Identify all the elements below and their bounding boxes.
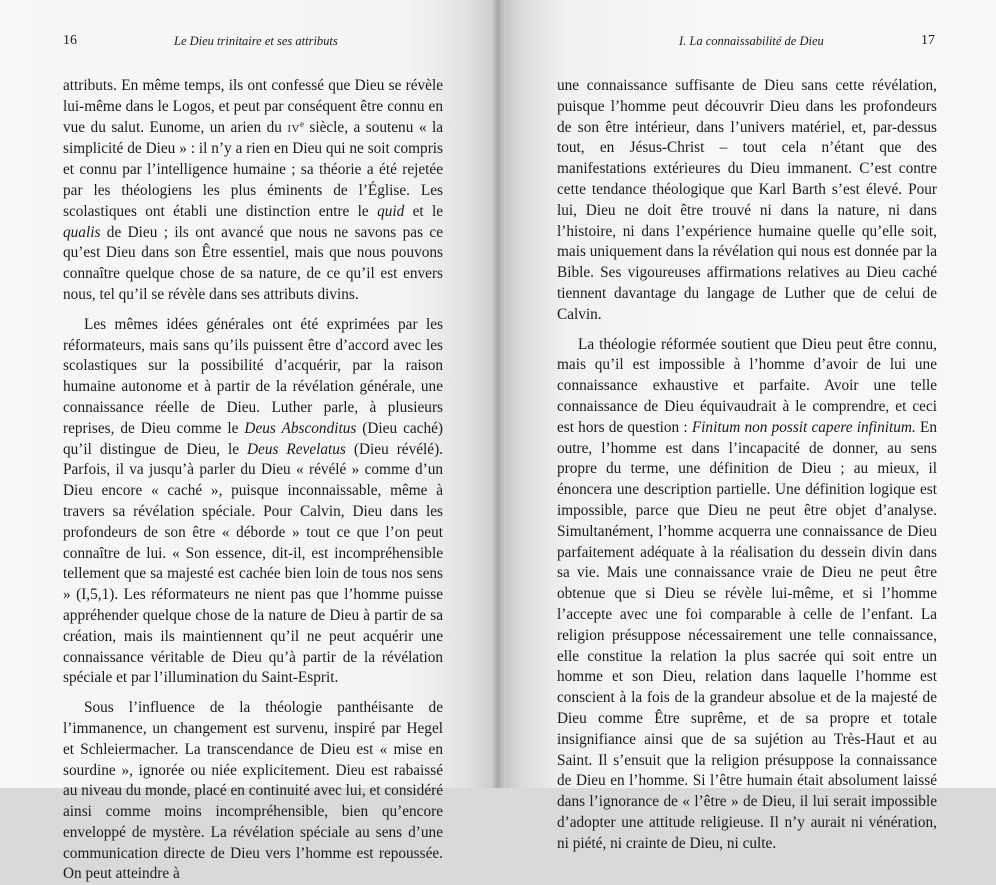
paragraph: La théologie réformée soutient que Dieu peut être connu, mais qu’il est impossible à l’homme d’avoir de lui une connaissance exhaustive et parfaite. Avoir une telle connaissance de Dieu équivaudrait à le comprendre, et ceci est hors de question : Finitum non possit capere infinitum. En outre, l’homme est dans l’incapacité de donner, au sens propre du terme, une définition de Dieu ; au mieux, il énoncera une description partielle. Une définition logique est impossible, parce que Dieu ne peut être objet d’analyse. Simultanément, l’homme acquerra une connaissance de Dieu parfaitement adéquate à la réalisation du dessein divin dans sa vie. Mais une connaissance vraie de Dieu ne peut être obtenue que si Dieu se révèle lui-même, et si l’homme l’accepte avec une foi comparable à celle de l’enfant. La religion présuppose nécessairement une telle connaissance, elle constitue la relation la plus sacrée qui soit entre un homme et son Dieu, relation dans laquelle l’homme est conscient à la fois de la grandeur absolue et de la majesté de Dieu comme Être suprême, et de sa propre et totale insignifiance ainsi que de sa sujétion au Très-Haut et au Saint. Il s’ensuit que la religion présuppose la connaissance de Dieu en l’homme. Si l’être humain était absolument laissé dans l’ignorance de « l’être » de Dieu, il lui serait impossible d’adopter une attitude religieuse. Il n’y aurait ni vénération, ni piété, ni crainte de Dieu, ni culte. xyxy=(557,335,937,852)
paragraph: attributs. En même temps, ils ont confessé que Dieu se révèle lui-même dans le Logos, et peut par conséquent être connu en vue du salut. Eunome, un arien du IVe siècle, a soutenu « la simplicité de Dieu » : il n’y a rien en Dieu qui ne soit compris et connu par l’intelligence humaine ; sa théorie a été rejetée par les théologiens les plus éminents de l’Église. Les scolastiques ont établi une distinction entre le quid et le qualis de Dieu ; ils ont avancé que nous ne savons pas ce qu’est Dieu dans son Être essentiel, mais que nous pouvons connaître quelque chose de sa nature, de ce qu’il est envers nous, tel qu’il se révèle dans ses attributs divins. xyxy=(63,77,444,303)
page-number-right: 17 xyxy=(921,33,935,48)
running-head-right: I. La connaissabilité de Dieu xyxy=(679,34,824,48)
right-page-body xyxy=(557,76,937,854)
left-page-body xyxy=(63,76,443,885)
right-page xyxy=(497,0,996,852)
book-gutter xyxy=(490,0,506,788)
paragraph: Les mêmes idées générales ont été exprimées par les réformateurs, mais sans qu’ils puissent être d’accord avec les scolastiques sur la possibilité d’acquérir, par la raison humaine autonome et à partir de la révélation générale, une connaissance réelle de Dieu. Luther parle, à plusieurs reprises, de Dieu comme le Deus Absconditus (Dieu caché) qu’il distingue de Dieu, le Deus Revelatus (Dieu révélé). Parfois, il va jusqu’à parler du Dieu « révélé » comme d’un Dieu encore « caché », puisque inconnaissable, même à travers sa révélation spéciale. Pour Calvin, Dieu dans les profondeurs de son être « déborde » tout ce que l’on peut connaître de lui. « Son essence, dit-il, est incompréhensible tellement que sa majesté est cachée bien loin de tous nos sens » (I,5,1). Les réformateurs ne nient pas que l’homme puisse appréhender quelque chose de la nature de Dieu à partir de sa création, mais ils maintiennent qu’il ne peut acquérir une connaissance véritable de Dieu qu’à partir de la révélation spéciale et par l’illumination du Saint-Esprit. xyxy=(63,315,443,687)
paragraph: Sous l’influence de la théologie panthéisante de l’immanence, un changement est survenu, inspiré par Hegel et Schleiermacher. La transcendance de Dieu est « mise en sourdine », ignorée ou niée explicitement. Dieu est rabaissé au niveau du monde, placé en continuité avec lui, et considéré ainsi comme moins incompréhensible, bien qu’encore enveloppé de mystère. La révélation spéciale au sens d’une communication directe de Dieu vers l’homme est repoussée. On peut atteindre à xyxy=(63,699,443,883)
running-head-left: Le Dieu trinitaire et ses attributs xyxy=(174,34,338,48)
paragraph: une connaissance suffisante de Dieu sans cette révélation, puisque l’homme peut découvrir Dieu dans les profondeurs de son être intérieur, dans l’univers matériel, et, par-dessus tout, en Jésus-Christ – tout cela n’étant que des manifestations extérieures du Dieu immanent. C’est contre cette tendance théologique que Karl Barth s’est élevé. Pour lui, Dieu ne doit être trouvé ni dans la nature, ni dans l’histoire, ni dans l’expérience humaine quelle qu’elle soit, mais uniquement dans la révélation qui nous est donnée par la Bible. Ses vigoureuses affirmations relatives au Dieu caché tiennent davantage du langage de Luther que de celui de Calvin. xyxy=(557,77,937,323)
left-page xyxy=(0,0,497,883)
page-number-left: 16 xyxy=(63,33,77,48)
